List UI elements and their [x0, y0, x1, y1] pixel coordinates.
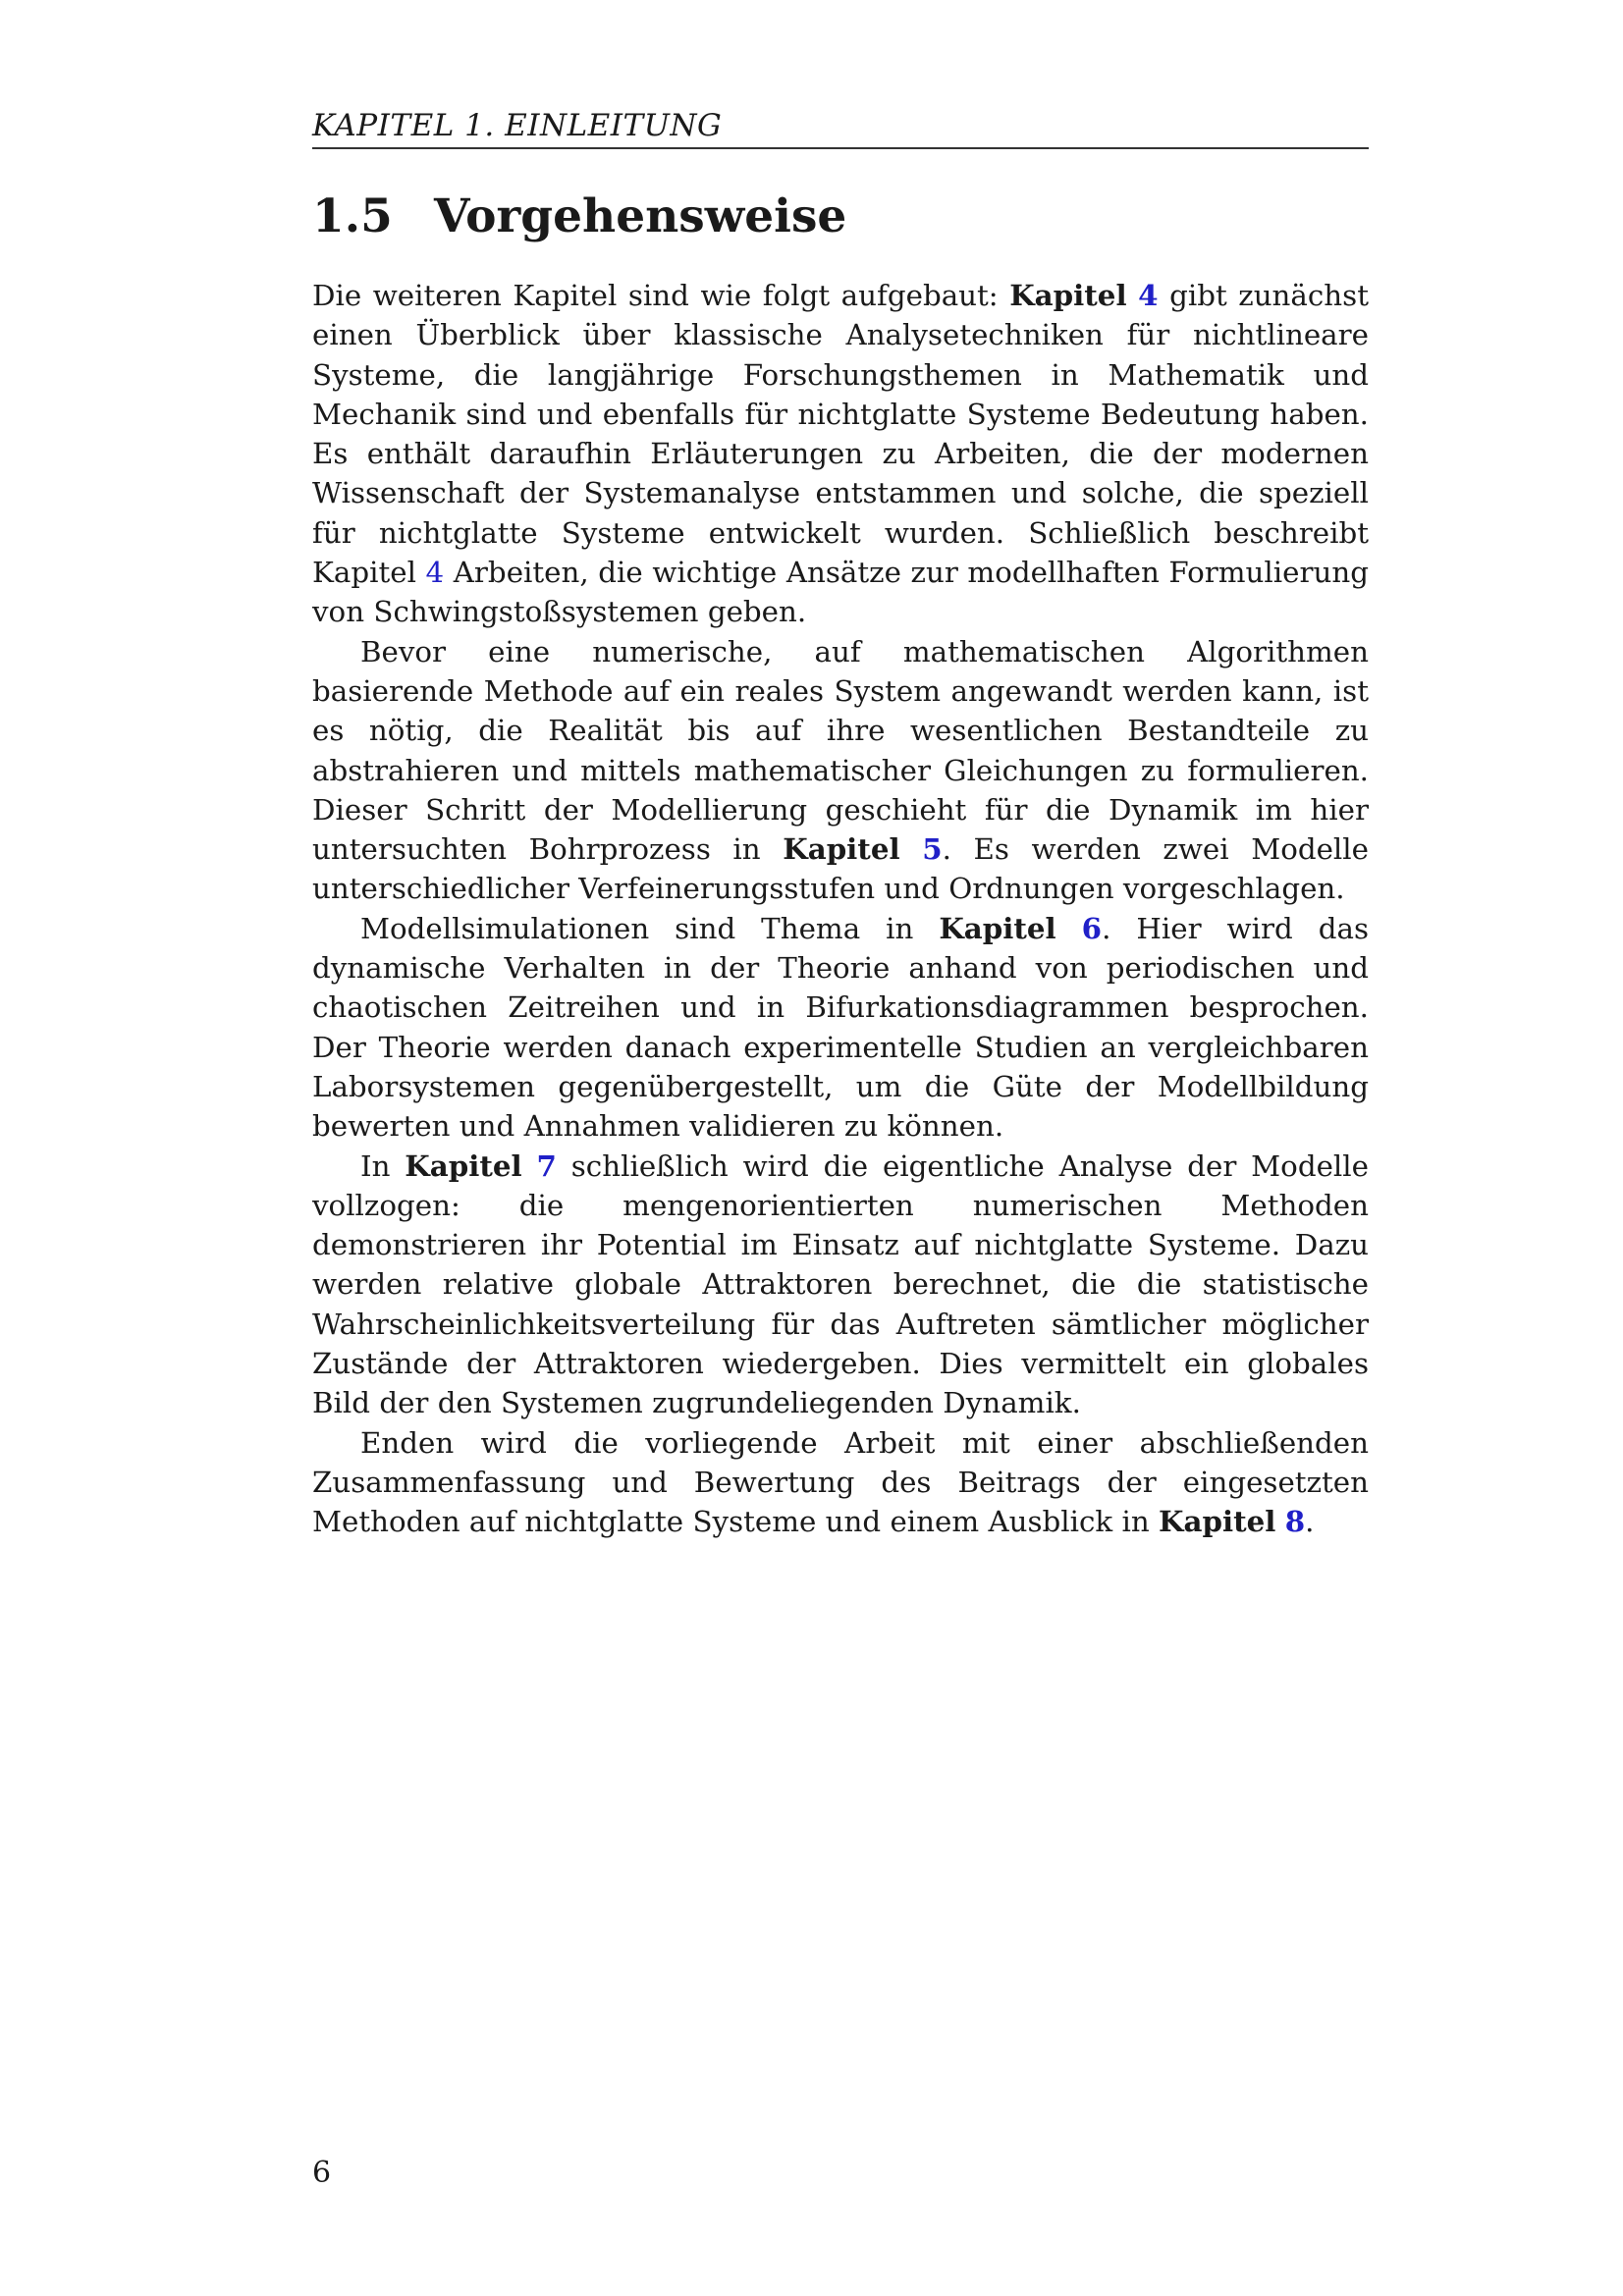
chapter-keyword: Kapitel: [939, 910, 1056, 945]
paragraph-text: .: [1305, 1505, 1315, 1539]
paragraph-text: Enden wird die vorliegende Arbeit mit einer abschließenden Zusammenfassung und Bewertung des Beitrags der eingesetzten Methoden auf nichtglatte Systeme und einem Ausblick in: [312, 1425, 1369, 1539]
paragraph-text: Die weiteren Kapitel sind wie folgt aufgebaut:: [312, 279, 1010, 312]
chapter-link-4[interactable]: 4: [1138, 278, 1159, 312]
chapter-link-8[interactable]: 8: [1284, 1504, 1306, 1539]
chapter-keyword: Kapitel: [405, 1148, 522, 1183]
running-header: KAPITEL 1. EINLEITUNG: [312, 106, 1369, 149]
paragraph-text: Bevor eine numerische, auf mathematischen Algorithmen basierende Methode auf ein reales System angewandt werden kann, ist es nötig, die Realität bis auf ihre wesentlichen Bestandteile zu abstrahieren und mittels mathematischer Gleichungen zu formulieren. Dieser Schritt der Modellierung geschieht für die Dynamik im hier untersuchten Bohrprozess in: [312, 634, 1369, 867]
section-number: 1.5: [312, 189, 393, 243]
paragraph-text: schließlich wird die eigentliche Analyse der Modelle vollzogen: die mengenorientierten numerischen Methoden demonstrieren ihr Potential im Einsatz auf nichtglatte Systeme. Dazu werden relative globale Attraktoren berechnet, die die statistische Wahrscheinlichkeitsverteilung für das Auftreten sämtlicher möglicher Zustände der Attraktoren wiedergeben. Dies vermittelt ein globales Bild der den Systemen zugrundeliegenden Dynamik.: [312, 1148, 1369, 1420]
paragraph-3: [312, 909, 1369, 1147]
chapter-keyword: Kapitel: [1159, 1504, 1276, 1539]
paragraph-1: [312, 276, 1369, 632]
chapter-keyword: Kapitel: [1009, 278, 1127, 312]
section-title: Vorgehensweise: [434, 189, 847, 243]
paragraph-text: gibt zunächst einen Überblick über klassische Analysetechniken für nichtlineare Systeme, die langjährige Forschungsthemen in Mathematik und Mechanik sind und ebenfalls für nichtglatte Systeme Bedeutung haben. Es enthält daraufhin Erläuterungen zu Arbeiten, die der modernen Wissenschaft der Systemanalyse entstammen und solche, die speziell für nichtglatte Systeme entwickelt wurden. Schließlich beschreibt Kapitel: [312, 279, 1369, 590]
paragraph-text: Arbeiten, die wichtige Ansätze zur modellhaften Formulierung von Schwingstoßsystemen geben.: [312, 556, 1369, 629]
chapter-link-4-inline[interactable]: 4: [425, 556, 445, 590]
paragraph-text: Modellsimulationen sind Thema in: [360, 911, 940, 945]
paragraph-5: [312, 1423, 1369, 1542]
paragraph-text: In: [360, 1148, 406, 1183]
section-heading: [312, 189, 1369, 244]
chapter-keyword: Kapitel: [783, 831, 900, 867]
paragraph-text: . Hier wird das dynamische Verhalten in der Theorie anhand von periodischen und chaotischen Zeitreihen und in Bifurkationsdiagrammen besprochen. Der Theorie werden danach experimentelle Studien an vergleichbaren Laborsystemen gegenübergestellt, um die Güte der Modellbildung bewerten und Annahmen validieren zu können.: [312, 911, 1369, 1144]
paragraph-2: [312, 632, 1369, 909]
chapter-link-6[interactable]: 6: [1081, 910, 1103, 945]
paragraph-4: [312, 1147, 1369, 1423]
body-text: [312, 276, 1369, 1542]
chapter-link-7[interactable]: 7: [536, 1148, 557, 1183]
page-number: 6: [312, 2156, 332, 2190]
chapter-link-5[interactable]: 5: [922, 831, 943, 867]
paragraph-text: . Es werden zwei Modelle unterschiedlicher Verfeinerungsstufen und Ordnungen vorgeschlagen.: [312, 832, 1370, 906]
